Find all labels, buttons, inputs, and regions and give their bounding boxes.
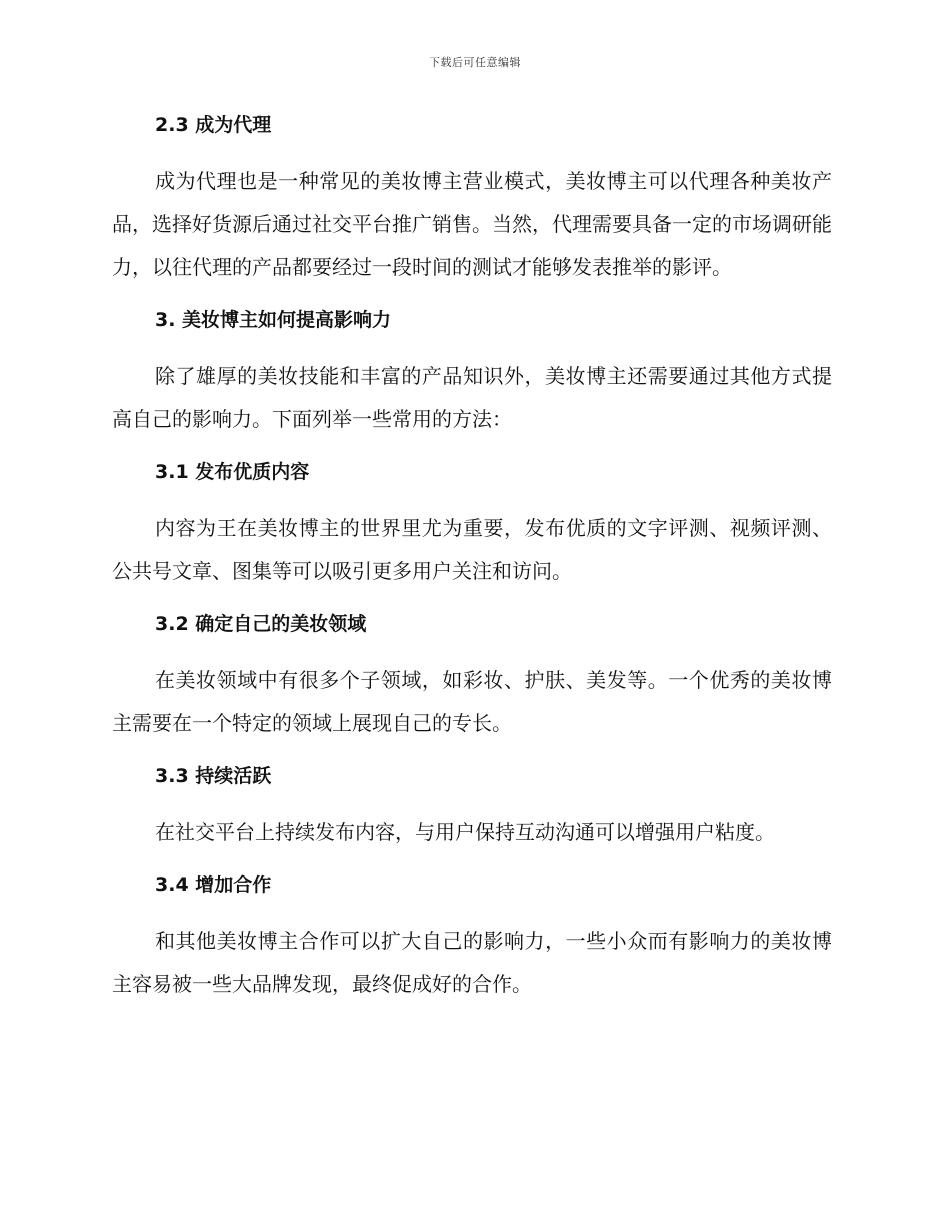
- section-paragraph-3: 除了雄厚的美妆技能和丰富的产品知识外，美妆博主还需要通过其他方式提高自己的影响力。下面列举一些常用的方法：: [112, 364, 832, 431]
- section-heading-3: 3. 美妆博主如何提高影响力: [155, 309, 392, 331]
- section-heading-3-1: 3.1 发布优质内容: [155, 461, 310, 483]
- section-heading-3-4: 3.4 增加合作: [155, 874, 272, 896]
- document-body: [112, 110, 832, 1006]
- section-paragraph-3-1: 内容为王在美妆博主的世界里尤为重要，发布优质的文字评测、视频评测、公共号文章、图集等可以吸引更多用户关注和访问。: [112, 516, 832, 583]
- section-paragraph-3-4: 和其他美妆博主合作可以扩大自己的影响力，一些小众而有影响力的美妆博主容易被一些大品牌发现，最终促成好的合作。: [112, 929, 832, 996]
- section-paragraph-3-2: 在美妆领域中有很多个子领域，如彩妆、护肤、美发等。一个优秀的美妆博主需要在一个特定的领域上展现自己的专长。: [112, 668, 832, 735]
- section-heading-2-3: 2.3 成为代理: [155, 114, 272, 136]
- section-heading-3-3: 3.3 持续活跃: [155, 765, 272, 787]
- section-heading-3-2: 3.2 确定自己的美妆领域: [155, 613, 367, 635]
- page-header: 下载后可任意编辑: [429, 56, 521, 69]
- section-paragraph-2-3: 成为代理也是一种常见的美妆博主营业模式，美妆博主可以代理各种美妆产品，选择好货源后通过社交平台推广销售。当然，代理需要具备一定的市场调研能力，以往代理的产品都要经过一段时间的测试才能够发表推举的影评。: [112, 169, 832, 279]
- section-paragraph-3-3: 在社交平台上持续发布内容，与用户保持互动沟通可以增强用户粘度。: [155, 820, 775, 844]
